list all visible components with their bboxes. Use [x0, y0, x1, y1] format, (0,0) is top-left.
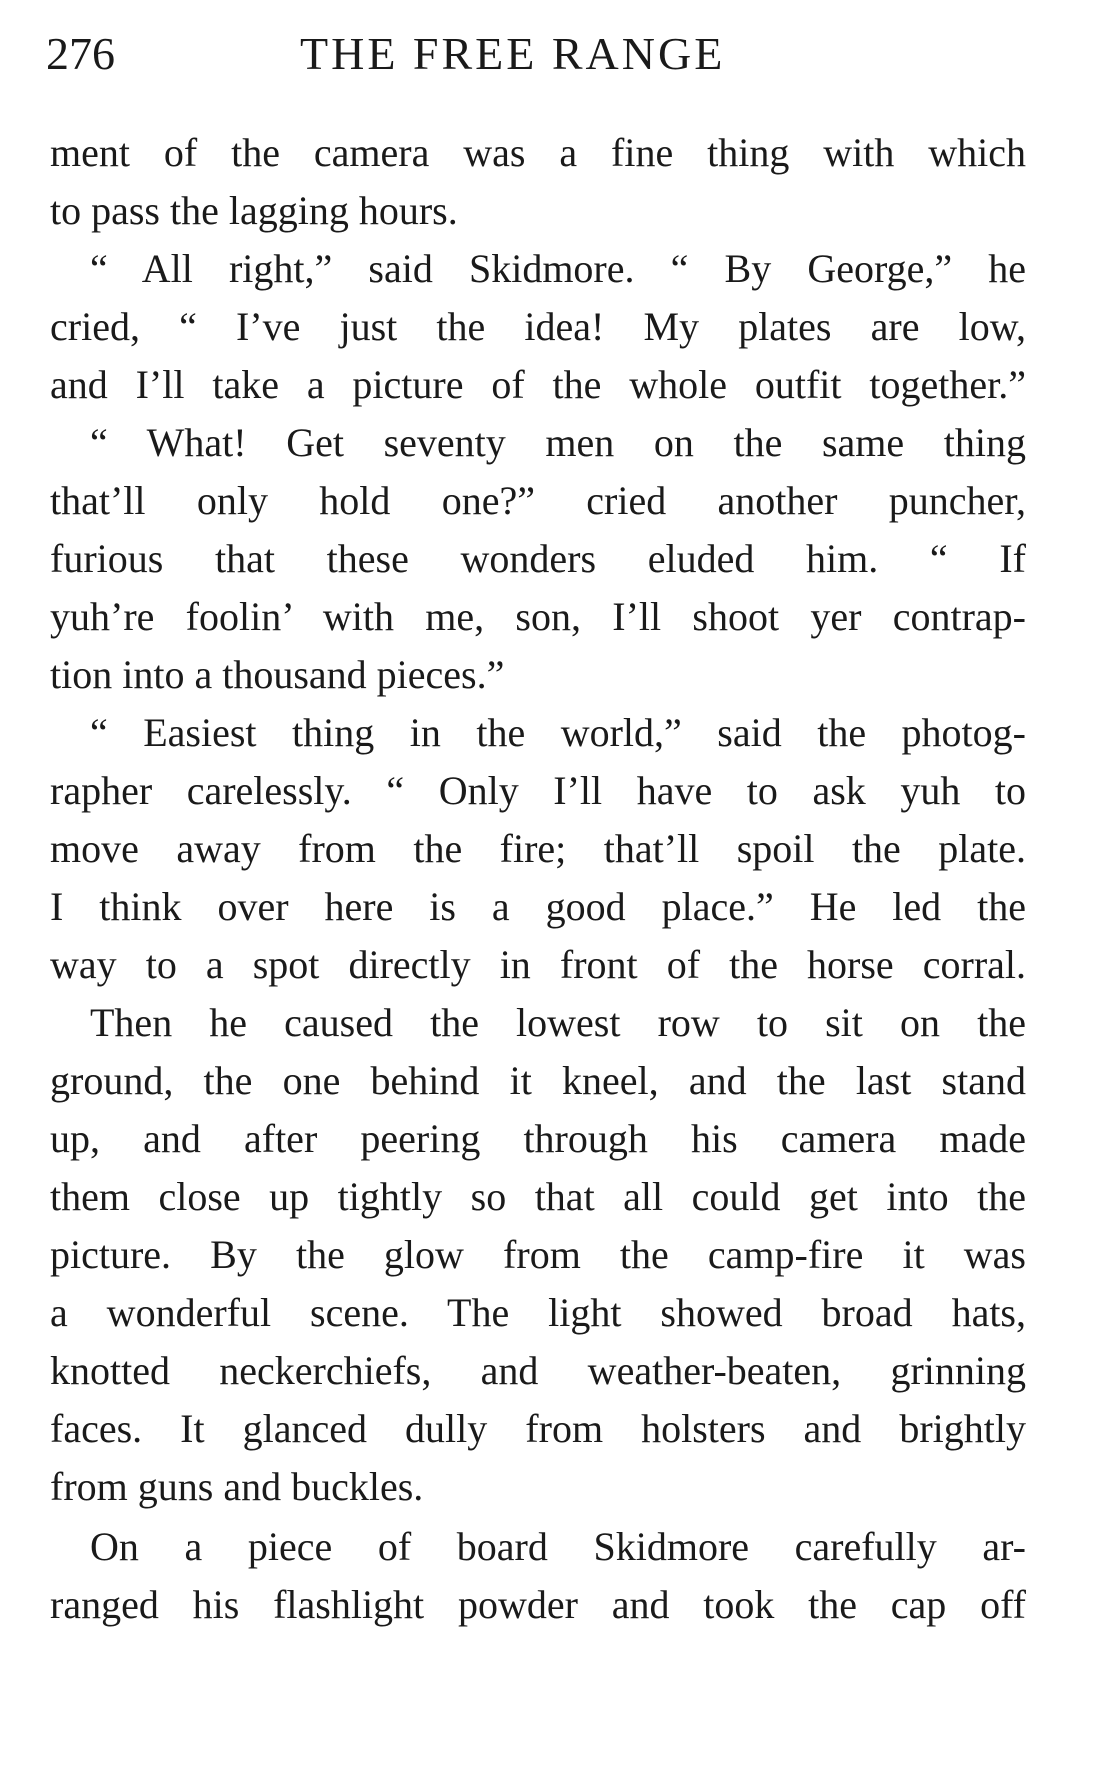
text-line: up, and after peering through his camera made: [50, 1116, 1026, 1161]
running-title: THE FREE RANGE: [300, 28, 726, 79]
text-line: tion into a thousand pieces.”: [50, 652, 505, 697]
body-text: [50, 124, 1026, 1634]
text-line: them close up tightly so that all could get into the: [50, 1174, 1026, 1219]
text-line: “ Easiest thing in the world,” said the photog-: [90, 710, 1026, 755]
text-line: from guns and buckles.: [50, 1464, 424, 1509]
text-line: a wonderful scene. The light showed broad hats,: [50, 1290, 1026, 1335]
text-line: and I’ll take a picture of the whole outfit together.”: [50, 362, 1026, 407]
text-line: “ What! Get seventy men on the same thing: [90, 420, 1026, 465]
text-line: knotted neckerchiefs, and weather-beaten, grinning: [50, 1348, 1026, 1393]
text-line: cried, “ I’ve just the idea! My plates are low,: [50, 304, 1026, 349]
text-line: ranged his flashlight powder and took the cap off: [50, 1582, 1026, 1627]
text-line: ground, the one behind it kneel, and the last stand: [50, 1058, 1026, 1103]
text-line: On a piece of board Skidmore carefully ar-: [90, 1524, 1026, 1569]
text-line: ment of the camera was a fine thing with which: [50, 130, 1026, 175]
text-line: way to a spot directly in front of the horse corral.: [50, 942, 1026, 987]
text-line: picture. By the glow from the camp-fire it was: [50, 1232, 1026, 1277]
page-number: 276: [46, 28, 115, 79]
text-line: furious that these wonders eluded him. “ If: [50, 536, 1026, 581]
text-line: I think over here is a good place.” He led the: [50, 884, 1026, 929]
text-line: Then he caused the lowest row to sit on the: [90, 1000, 1026, 1045]
text-line: move away from the fire; that’ll spoil the plate.: [50, 826, 1026, 871]
text-line: rapher carelessly. “ Only I’ll have to ask yuh to: [50, 768, 1026, 813]
text-line: faces. It glanced dully from holsters and brightly: [50, 1406, 1026, 1451]
text-line: to pass the lagging hours.: [50, 188, 458, 233]
text-line: “ All right,” said Skidmore. “ By George,” he: [90, 246, 1026, 291]
text-line: that’ll only hold one?” cried another puncher,: [50, 478, 1026, 523]
text-line: yuh’re foolin’ with me, son, I’ll shoot yer contrap-: [50, 594, 1026, 639]
